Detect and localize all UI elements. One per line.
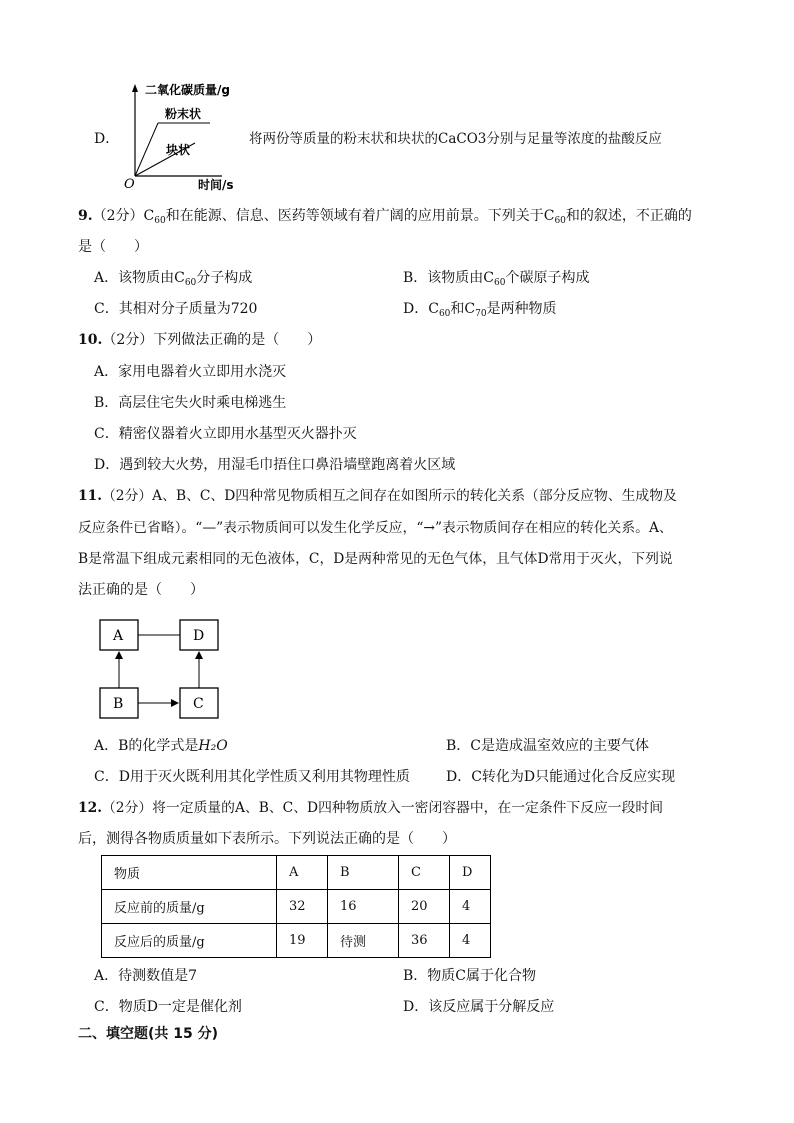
box-a-label: A xyxy=(113,628,124,644)
q12-option-d: D．该反应属于分解反应 xyxy=(403,999,555,1015)
q12-line2: 后，测得各物质质量如下表所示。下列说法正确的是（ ） xyxy=(78,831,456,847)
table-cell: 4 xyxy=(450,924,491,958)
q10-stem xyxy=(78,330,321,350)
q9-d-sub60: 60 xyxy=(438,309,451,319)
q9-a-sub: 60 xyxy=(184,278,197,288)
q11-line3: B是常温下组成元素相同的无色液体，C，D是两种常见的无色气体，且气体D常用于灭火，下列说 xyxy=(78,551,673,567)
q8-chart-xlabel: 时间/s xyxy=(198,178,234,192)
q10-option-a: A．家用电器着火立即用水浇灭 xyxy=(94,364,287,380)
table-cell: 19 xyxy=(277,924,328,958)
q10-option-c: C．精密仪器着火立即用水基型灭火器扑灭 xyxy=(94,426,357,442)
q9-stem-c: 和的叙述，不正确的 xyxy=(565,208,692,224)
q8-chart-ylabel: 二氧化碳质量/g xyxy=(145,83,230,97)
table-cell: 反应前的质量/g xyxy=(102,890,277,924)
q12-line1: （2分）将一定质量的A、B、C、D四种物质放入一密闭容器中，在一定条件下反应一段时间 xyxy=(102,800,663,816)
q10-option-b: B．高层住宅失火时乘电梯逃生 xyxy=(94,395,287,411)
q11-line1: （2分）A、B、C、D四种常见物质相互之间存在如图所示的转化关系（部分反应物、生成物及 xyxy=(102,488,677,504)
box-d-label: D xyxy=(193,628,205,644)
table-cell: 36 xyxy=(399,924,450,958)
q10-number: 10. xyxy=(78,332,103,348)
q12-stem xyxy=(78,798,663,818)
table-cell: 反应后的质量/g xyxy=(102,924,277,958)
table-cell: 物质 xyxy=(102,856,277,890)
q11-a-formula: H₂O xyxy=(198,738,228,754)
q9-d-text: D．C xyxy=(403,301,439,317)
q9-a-text: A．该物质由C xyxy=(94,270,185,286)
table-cell: 待测 xyxy=(328,924,399,958)
q9-stem-a: C xyxy=(143,208,155,224)
q12-table xyxy=(101,855,491,958)
table-row xyxy=(102,890,491,924)
q10-stem-text: （2分）下列做法正确的是（ ） xyxy=(102,332,322,348)
q11-diagram xyxy=(95,615,225,725)
q11-number: 11. xyxy=(78,488,103,504)
table-row xyxy=(102,924,491,958)
q12-option-b: B．物质C属于化合物 xyxy=(403,968,536,984)
q11-stem xyxy=(78,486,677,506)
q9-sub60b: 60 xyxy=(554,216,566,226)
q9-d-text2: 和C xyxy=(450,301,476,317)
q9-b-sub: 60 xyxy=(494,278,506,288)
q9-d-text3: 是两种物质 xyxy=(486,301,557,317)
table-cell: C xyxy=(399,856,450,890)
box-c-label: C xyxy=(193,696,204,712)
q11-option-c: C．D用于灭火既利用其化学性质又利用其物理性质 xyxy=(94,769,410,785)
box-b-label: B xyxy=(113,696,124,712)
table-cell: 32 xyxy=(277,890,328,924)
q9-sub60: 60 xyxy=(154,216,166,226)
q9-number: 9. xyxy=(78,208,93,224)
q8-option-label: D． xyxy=(94,131,120,147)
q8-chart-origin: O xyxy=(124,177,135,192)
q9-b-text2: 个碳原子构成 xyxy=(505,270,590,286)
table-cell: 16 xyxy=(328,890,399,924)
q8-series-powder xyxy=(135,123,158,176)
table-cell: A xyxy=(277,856,328,890)
q9-stem-b: 和在能源、信息、医药等领域有着广阔的应用前景。下列关于C xyxy=(165,208,555,224)
table-cell: D xyxy=(450,856,491,890)
q11-option-a xyxy=(94,736,228,756)
q8-chart xyxy=(120,78,245,193)
q9-stem-line2: 是（ ） xyxy=(78,239,148,255)
q11-line2: 反应条件已省略）。“—”表示物质间可以发生化学反应，“→”表示物质间存在相应的转化关系。A、 xyxy=(78,520,673,536)
q11-line4: 法正确的是（ ） xyxy=(78,582,204,598)
q12-option-c: C．物质D一定是催化剂 xyxy=(94,999,242,1015)
q11-option-d: D．C转化为D只能通过化合反应实现 xyxy=(446,769,676,785)
section-title: 二、填空题(共 15 分) xyxy=(78,1026,219,1042)
q9-stem xyxy=(78,206,692,231)
q9-option-b xyxy=(403,268,589,293)
table-cell: B xyxy=(328,856,399,890)
q9-a-text2: 分子构成 xyxy=(196,270,253,286)
q8-legend-powder: 粉末状 xyxy=(165,107,202,121)
q9-option-c: C．其相对分子质量为720 xyxy=(94,301,258,317)
table-header-row xyxy=(102,856,491,890)
q12-option-a: A．待测数值是7 xyxy=(94,968,198,984)
q10-option-d: D．遇到较大火势，用湿毛巾捂住口鼻沿墙壁跑离着火区域 xyxy=(94,457,456,473)
q8-description: 将两份等质量的粉末状和块状的CaCO3分别与足量等浓度的盐酸反应 xyxy=(249,131,662,147)
q9-b-text: B．该物质由C xyxy=(403,270,494,286)
q12-number: 12. xyxy=(78,800,103,816)
q9-option-d xyxy=(403,299,557,324)
table-cell: 4 xyxy=(450,890,491,924)
q9-d-sub70: 70 xyxy=(475,309,487,319)
q11-option-b: B．C是造成温室效应的主要气体 xyxy=(446,738,649,754)
table-cell: 20 xyxy=(399,890,450,924)
q8-legend-block: 块状 xyxy=(166,143,191,157)
q9-points: （2分） xyxy=(92,208,144,224)
q9-option-a xyxy=(94,268,252,293)
q11-a-text: A．B的化学式是 xyxy=(94,738,199,754)
